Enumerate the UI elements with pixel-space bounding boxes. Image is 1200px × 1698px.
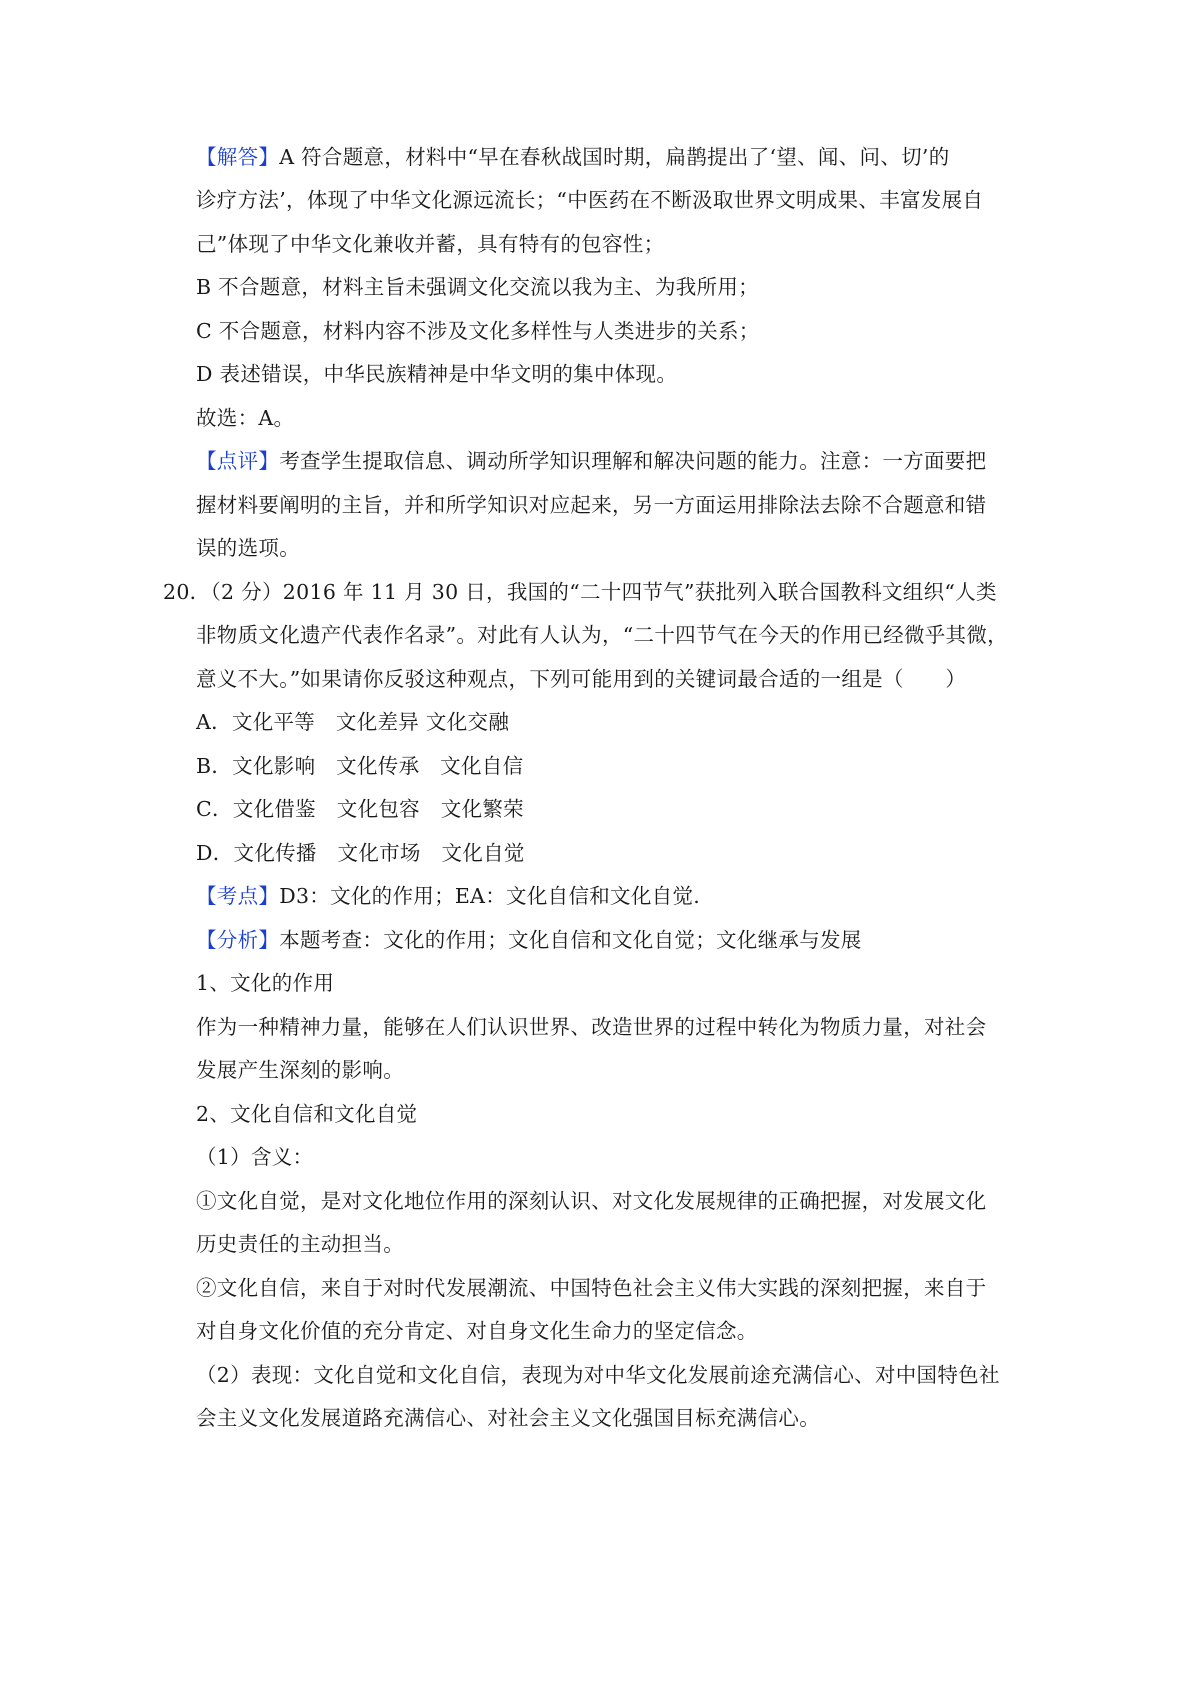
analysis-line: （2）表现：文化自觉和文化自信，表现为对中华文化发展前途充满信心、对中国特色社 <box>196 1363 1000 1387</box>
analysis-line: ②文化自信，来自于对时代发展潮流、中国特色社会主义伟大实践的深刻把握，来自于 <box>196 1276 987 1300</box>
option-a: A．文化平等 文化差异 文化交融 <box>196 710 510 734</box>
fenxi-text: 本题考查：文化的作用；文化自信和文化自觉；文化继承与发展 <box>279 928 862 952</box>
dianping-line-1 <box>196 448 986 474</box>
kaodian-tag: 【考点】 <box>196 884 280 908</box>
jieda-line-1 <box>196 144 950 170</box>
analysis-heading-2: 2、文化自信和文化自觉 <box>196 1102 418 1126</box>
jieda-line-3: 己”体现了中华文化兼收并蓄，具有特有的包容性； <box>196 232 665 256</box>
dianping-text: 考查学生提取信息、调动所学知识理解和解决问题的能力。注意：一方面要把 <box>279 449 987 473</box>
question-text: （2 分）2016 年 11 月 30 日，我国的“二十四节气”获批列入联合国教科文组织“人类 <box>210 580 997 604</box>
answer-choice: 故选：A。 <box>196 406 295 430</box>
analysis-line: 对自身文化价值的充分肯定、对自身文化生命力的坚定信念。 <box>196 1319 758 1343</box>
analysis-line: 发展产生深刻的影响。 <box>196 1058 404 1082</box>
analysis-line: 作为一种精神力量，能够在人们认识世界、改造世界的过程中转化为物质力量，对社会 <box>196 1015 987 1039</box>
question-line-1 <box>163 579 997 605</box>
jieda-tag: 【解答】 <box>196 145 280 169</box>
analysis-subheading: （1）含义： <box>196 1145 314 1169</box>
fenxi-tag: 【分析】 <box>196 928 280 952</box>
question-line-3: 意义不大。”如果请你反驳这种观点，下列可能用到的关键词最合适的一组是（ ） <box>196 667 967 691</box>
question-line-2: 非物质文化遗产代表作名录”。对此有人认为，“二十四节气在今天的作用已经微乎其微， <box>196 623 1008 647</box>
jieda-line-2: 诊疗方法’，体现了中华文化源远流长；“中医药在不断汲取世界文明成果、丰富发展自 <box>196 188 984 212</box>
fenxi-line <box>196 927 862 953</box>
dianping-line-3: 误的选项。 <box>196 536 300 560</box>
kaodian-text: D3：文化的作用；EA：文化自信和文化自觉. <box>279 884 701 908</box>
option-d: D．文化传播 文化市场 文化自觉 <box>196 841 525 865</box>
dianping-line-2: 握材料要阐明的主旨，并和所学知识对应起来，另一方面运用排除法去除不合题意和错 <box>196 493 987 517</box>
analysis-heading-1: 1、文化的作用 <box>196 971 335 995</box>
jieda-text: A 符合题意，材料中“早在春秋战国时期，扁鹊提出了‘望、闻、问、切’的 <box>279 145 950 169</box>
option-b: B．文化影响 文化传承 文化自信 <box>196 754 524 778</box>
question-number: 20． <box>163 580 211 604</box>
analysis-line: 历史责任的主动担当。 <box>196 1232 404 1256</box>
option-b-explanation: B 不合题意，材料主旨未强调文化交流以我为主、为我所用； <box>196 275 759 299</box>
option-d-explanation: D 表述错误，中华民族精神是中华文明的集中体现。 <box>196 362 678 386</box>
analysis-line: 会主义文化发展道路充满信心、对社会主义文化强国目标充满信心。 <box>196 1406 820 1430</box>
option-c: C．文化借鉴 文化包容 文化繁荣 <box>196 797 524 821</box>
dianping-tag: 【点评】 <box>196 449 280 473</box>
option-c-explanation: C 不合题意，材料内容不涉及文化多样性与人类进步的关系； <box>196 319 760 343</box>
analysis-line: ①文化自觉，是对文化地位作用的深刻认识、对文化发展规律的正确把握，对发展文化 <box>196 1189 987 1213</box>
kaodian-line <box>196 883 700 909</box>
